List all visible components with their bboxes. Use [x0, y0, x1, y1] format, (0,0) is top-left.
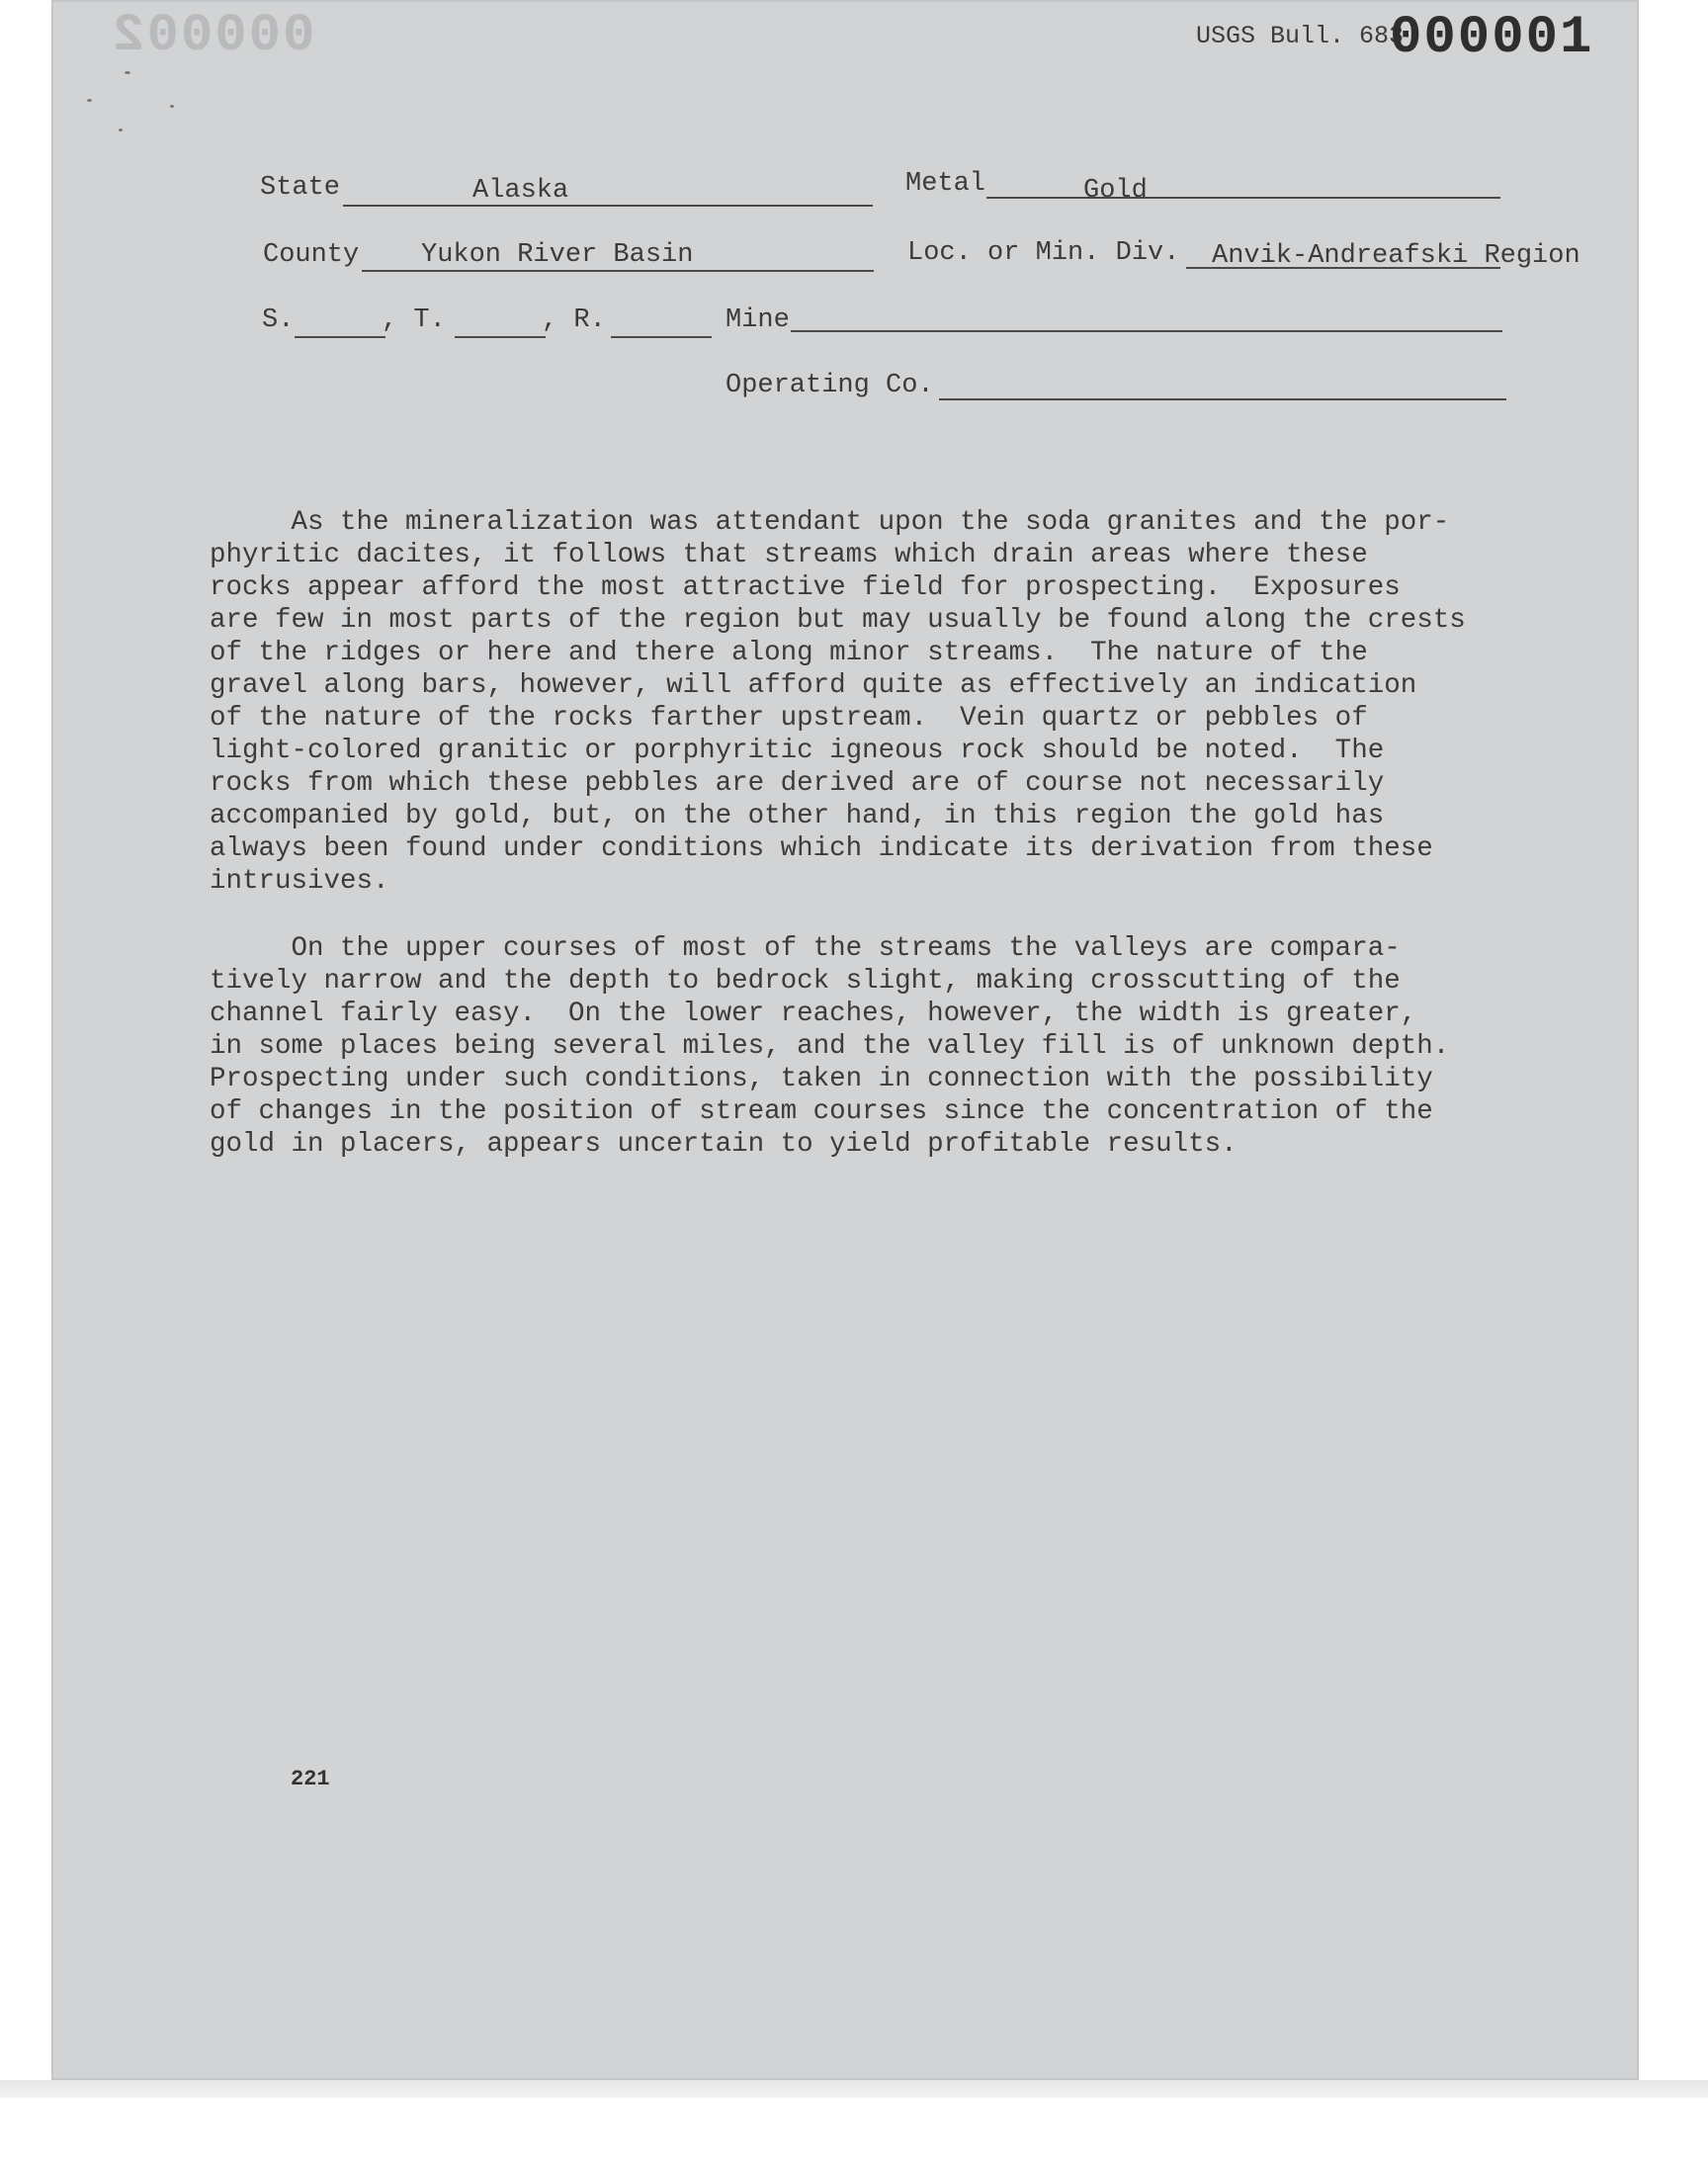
ghost-stamp-number: 000002 [111, 6, 315, 66]
speck-mark [119, 129, 123, 131]
paragraph-line: always been found under conditions which indicate its derivation from these [210, 833, 1433, 864]
speck-mark [125, 71, 130, 74]
paragraph-line: of changes in the position of stream courses since the concentration of the [210, 1096, 1433, 1127]
paragraph-line: phyritic dacites, it follows that streams which drain areas where these [210, 540, 1368, 570]
loc-label: Loc. or Min. Div. [907, 238, 1180, 268]
paragraph-line: On the upper courses of most of the streams the valleys are compara- [210, 933, 1401, 964]
operating-co-label: Operating Co. [726, 371, 934, 400]
state-label: State [260, 173, 341, 203]
state-underline [343, 205, 873, 207]
metal-label: Metal [905, 169, 986, 199]
paragraph-line: As the mineralization was attendant upon the soda granites and the por- [210, 507, 1450, 538]
paragraph-line: rocks appear afford the most attractive field for prospecting. Exposures [210, 572, 1401, 603]
stamp-number: 000001 [1390, 8, 1594, 68]
loc-value: Anvik-Andreafski Region [1212, 241, 1580, 271]
county-label: County [263, 240, 360, 270]
paragraph-line: tively narrow and the depth to bedrock slight, making crosscutting of the [210, 966, 1401, 997]
paragraph-line: in some places being several miles, and the valley fill is of unknown depth. [210, 1031, 1450, 1062]
state-value: Alaska [472, 176, 569, 206]
page-number: 221 [291, 1767, 330, 1791]
range-underline [611, 336, 712, 338]
paragraph-1 [210, 506, 1494, 898]
township-label: , T. [382, 305, 446, 335]
paragraph-line: of the ridges or here and there along minor streams. The nature of the [210, 638, 1368, 668]
speck-mark [87, 99, 92, 102]
scan-edge [0, 2080, 1708, 2098]
county-underline [362, 270, 874, 272]
operating-co-underline [939, 398, 1506, 400]
mine-underline [791, 330, 1502, 332]
paragraph-line: channel fairly easy. On the lower reaches, however, the width is greater, [210, 999, 1417, 1029]
paragraph-line: rocks from which these pebbles are derived are of course not necessarily [210, 768, 1385, 799]
paragraph-line: are few in most parts of the region but may usually be found along the crests [210, 605, 1466, 636]
paragraph-line: gravel along bars, however, will afford quite as effectively an indication [210, 670, 1417, 701]
paragraph-2 [210, 932, 1494, 1161]
township-underline [455, 336, 546, 338]
loc-underline [1186, 267, 1500, 269]
range-label: , R. [542, 305, 606, 335]
paragraph-line: of the nature of the rocks farther upstream. Vein quartz or pebbles of [210, 703, 1368, 734]
section-underline [295, 336, 385, 338]
metal-underline [986, 197, 1500, 199]
section-label: S. [262, 305, 295, 335]
mine-label: Mine [726, 305, 790, 335]
paragraph-line: accompanied by gold, but, on the other hand, in this region the gold has [210, 801, 1385, 831]
county-value: Yukon River Basin [421, 240, 694, 270]
paragraph-line: gold in placers, appears uncertain to yield profitable results. [210, 1129, 1238, 1160]
paragraph-line: intrusives. [210, 866, 389, 897]
paragraph-line: Prospecting under such conditions, taken in connection with the possibility [210, 1064, 1433, 1094]
speck-mark [170, 105, 174, 108]
paragraph-line: light-colored granitic or porphyritic igneous rock should be noted. The [210, 736, 1385, 766]
metal-value: Gold [1083, 176, 1148, 206]
bulletin-reference: USGS Bull. 683 [1196, 22, 1405, 50]
